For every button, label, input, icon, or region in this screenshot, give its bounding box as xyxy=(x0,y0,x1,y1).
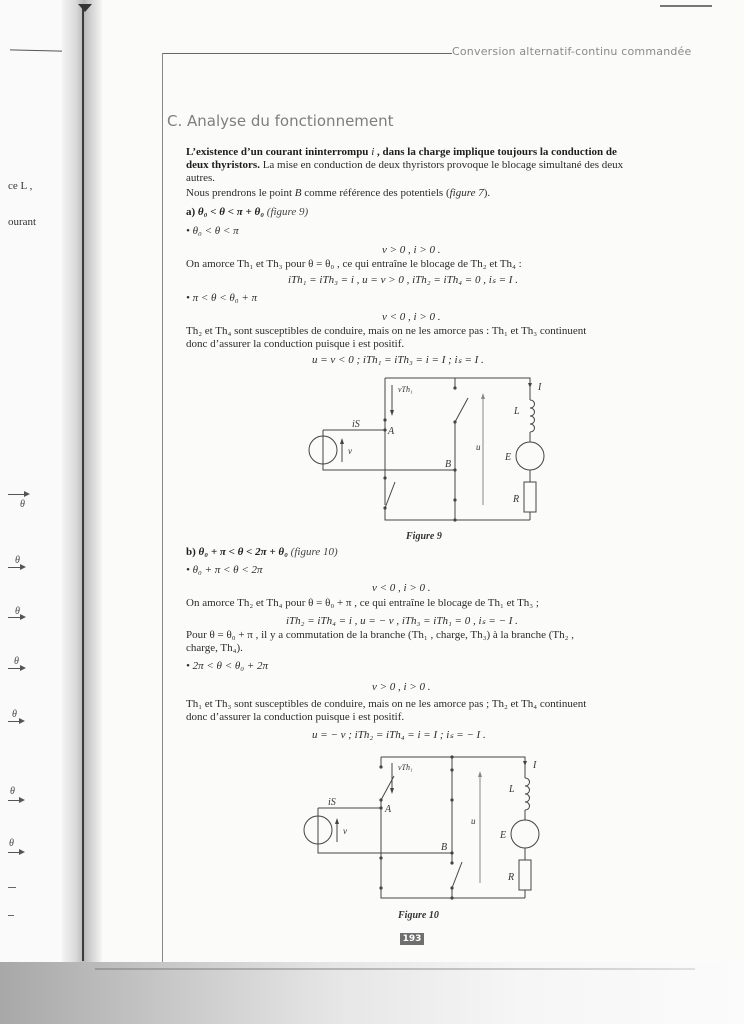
page-bottom-shadow xyxy=(0,962,744,1024)
intro-line-3: autres. xyxy=(186,172,216,184)
figure-10-circuit xyxy=(295,748,575,908)
part-a-text-2a: Th₂ et Th₄ sont susceptibles de conduire, mais on ne les amorce pas : Th₁ et Th₃ continuent xyxy=(186,325,587,337)
left-page-arrow-icon xyxy=(8,852,23,853)
part-b-signs-2: v > 0 , i > 0 . xyxy=(372,681,431,693)
left-page-theta: θ xyxy=(10,786,15,797)
figure-9-caption: Figure 9 xyxy=(406,531,442,542)
part-b-commutation-2: charge, Th₄). xyxy=(186,642,243,654)
part-a-text-2b: donc d’assurer la conduction puisque i est positif. xyxy=(186,338,405,350)
th-switch-open xyxy=(452,862,462,888)
left-page-theta: θ xyxy=(15,555,20,566)
label-I: I xyxy=(538,382,542,393)
left-page-theta: θ xyxy=(15,606,20,617)
resistor-symbol xyxy=(524,482,536,512)
label-v: v xyxy=(348,446,352,456)
inductor-symbol xyxy=(530,400,535,432)
part-a-heading: a) θ₀ < θ < π + θ₀ (figure 9) xyxy=(186,206,309,218)
label-v: v xyxy=(343,826,347,836)
part-b-equations-2: u = − v ; iTh₂ = iTh₄ = i = I ; iₛ = − I . xyxy=(312,729,486,741)
left-page-arrow-icon xyxy=(8,800,23,801)
label-E: E xyxy=(505,452,512,463)
part-a-equations-1: iTh₁ = iTh₃ = i , u = v > 0 , iTh₂ = iTh₄ = 0 , iₛ = I . xyxy=(288,274,518,286)
book-spine-line xyxy=(82,6,84,961)
left-page-theta: θ xyxy=(9,838,14,849)
left-page-fragment: ourant xyxy=(8,216,37,228)
page-number: 193 xyxy=(400,933,424,945)
left-page-fragment: ce L , xyxy=(8,180,33,192)
inductor-symbol xyxy=(525,778,530,810)
left-page-arrow-icon xyxy=(8,567,24,568)
wire xyxy=(385,500,530,520)
emf-source-symbol xyxy=(516,442,544,470)
label-I: I xyxy=(533,760,537,771)
label-is: iS xyxy=(328,797,336,808)
page-bottom-edge xyxy=(95,968,695,970)
label-u: u xyxy=(471,816,476,826)
label-vth: vTh₁ xyxy=(398,385,413,394)
top-right-rule xyxy=(660,5,712,7)
left-page-arrow-icon xyxy=(8,494,28,495)
label-A: A xyxy=(388,426,395,437)
left-page-arrow-icon xyxy=(8,668,24,669)
label-is: iS xyxy=(352,419,360,430)
label-B: B xyxy=(445,459,452,470)
wire xyxy=(452,888,525,898)
left-page-theta: θ xyxy=(20,499,25,510)
part-a-signs-1: v > 0 , i > 0 . xyxy=(382,244,441,256)
book-spine-top xyxy=(78,4,92,12)
left-page-arrow-icon xyxy=(8,617,24,618)
intro-line-4: Nous prendrons le point B comme référence des potentiels (figure 7). xyxy=(186,187,491,199)
th-switch-open xyxy=(385,482,395,508)
figure-9-circuit xyxy=(300,370,580,530)
margin-rule xyxy=(162,53,163,968)
part-b-heading: b) θ₀ + π < θ < 2π + θ₀ (figure 10) xyxy=(186,546,338,558)
label-R: R xyxy=(513,494,520,505)
part-a-text-1: On amorce Th₁ et Th₃ pour θ = θ₀ , ce qui entraîne le blocage de Th₂ et Th₄ : xyxy=(186,258,522,270)
emf-source-symbol xyxy=(511,820,539,848)
wire xyxy=(323,430,385,470)
left-page-mark xyxy=(8,915,14,916)
part-b-text-1: On amorce Th₂ et Th₄ pour θ = θ₀ + π , ce qui entraîne le blocage de Th₁ et Th₃ ; xyxy=(186,597,539,609)
label-A: A xyxy=(385,804,392,815)
part-b-commutation-1: Pour θ = θ₀ + π , il y a commutation de la branche (Th₁ , charge, Th₃) à la branche (Th₂ , xyxy=(186,629,574,641)
intro-line-1: L’existence d’un courant ininterrompu i , dans la charge implique toujours la conduction de xyxy=(186,146,617,158)
running-head: Conversion alternatif-continu commandée xyxy=(452,45,692,58)
label-u: u xyxy=(476,442,481,452)
part-b-text-2b: donc d’assurer la conduction puisque i est positif. xyxy=(186,711,405,723)
label-L: L xyxy=(514,406,520,417)
part-a-equations-2: u = v < 0 ; iTh₁ = iTh₃ = i = I ; iₛ = I . xyxy=(312,354,484,366)
label-E: E xyxy=(500,830,507,841)
part-b-text-2a: Th₁ et Th₃ sont susceptibles de conduire, mais on ne les amorce pas ; Th₂ et Th₄ continuent xyxy=(186,698,587,710)
part-a-interval-2: • π < θ < θ₀ + π xyxy=(186,292,258,304)
label-R: R xyxy=(508,872,515,883)
part-a-interval-1: • θ₀ < θ < π xyxy=(186,225,239,237)
label-vth: vTh₁ xyxy=(398,763,413,772)
label-L: L xyxy=(509,784,515,795)
part-a-signs-2: v < 0 , i > 0 . xyxy=(382,311,441,323)
header-rule xyxy=(162,53,452,54)
part-b-equations-1: iTh₂ = iTh₄ = i , u = − v , iTh₃ = iTh₁ = 0 , iₛ = − I . xyxy=(286,615,518,627)
left-page-arrow-icon xyxy=(8,721,23,722)
label-B: B xyxy=(441,842,448,853)
wire xyxy=(385,378,530,385)
resistor-symbol xyxy=(519,860,531,890)
left-page-mark xyxy=(8,887,16,888)
section-title: C. Analyse du fonctionnement xyxy=(167,112,394,130)
figure-10-caption: Figure 10 xyxy=(398,910,439,921)
part-b-interval-2: • 2π < θ < θ₀ + 2π xyxy=(186,660,269,672)
left-page-theta: θ xyxy=(12,709,17,720)
th-switch-open xyxy=(455,398,468,422)
intro-line-2: deux thyristors. La mise en conduction de deux thyristors provoque le blocage simultané des deux xyxy=(186,159,624,171)
part-b-interval-1: • θ₀ + π < θ < 2π xyxy=(186,564,263,576)
left-page-theta: θ xyxy=(14,656,19,667)
part-b-signs-1: v < 0 , i > 0 . xyxy=(372,582,431,594)
